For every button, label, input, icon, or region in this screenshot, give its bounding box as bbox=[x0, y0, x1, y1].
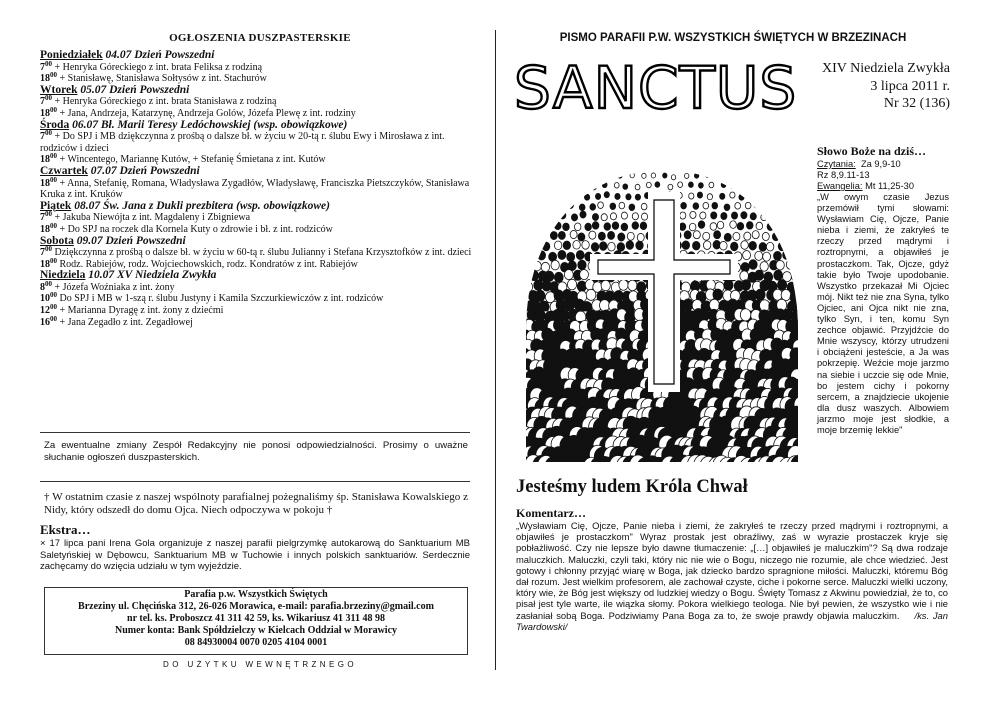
mass-hour: 18 bbox=[40, 258, 50, 270]
gospel-label: Ewangelia: bbox=[817, 181, 863, 191]
page-divider bbox=[495, 30, 496, 670]
mass-entry bbox=[40, 314, 480, 329]
mass-intention: Dziękczynna z prośbą o dalsze bł. w życiu w 60-tą r. ślubu Julianny i Stefana Krzysztofków z int. dzieci bbox=[52, 247, 472, 259]
gospel-ref: Mt 11,25-30 bbox=[865, 181, 915, 191]
mass-entry bbox=[40, 212, 480, 224]
day-heading bbox=[40, 236, 480, 248]
mass-hour: 10 bbox=[40, 293, 50, 305]
main-headline: Jesteśmy ludem Króla Chwał bbox=[516, 477, 748, 497]
readings-list bbox=[817, 159, 967, 192]
mass-hour: 18 bbox=[40, 154, 50, 166]
day-heading bbox=[40, 166, 480, 178]
day-name: Wtorek bbox=[40, 83, 78, 96]
divider-line bbox=[40, 481, 470, 482]
mass-minute: 00 bbox=[45, 210, 52, 219]
mass-intention: + Jakuba Niewójta z int. Magdaleny i Zbigniewa bbox=[52, 212, 251, 224]
mass-intention: + Do SPJ i MB dziękczynna z prośbą o dalsze bł. w życiu w 20-tą r. ślubu Ewy i Mirosława z int. rodziców i dzieci bbox=[40, 131, 445, 154]
funeral-notice: † W ostatnim czasie z naszej wspólnoty parafialnej pożegnaliśmy śp. Stanisława Kowalskiego z Nidy, który odszedł do domu Ojca. Niech odpoczywa w pokoju † bbox=[44, 491, 468, 516]
mass-hour: 7 bbox=[40, 212, 45, 224]
issue-number: Nr 32 (136) bbox=[883, 96, 950, 111]
day-name: Niedziela bbox=[40, 269, 86, 282]
word-of-god-title: Słowo Boże na dziś… bbox=[817, 144, 927, 158]
divider-line bbox=[40, 432, 470, 433]
mass-entry bbox=[40, 305, 480, 317]
mass-schedule bbox=[40, 50, 480, 328]
mass-minute: 00 bbox=[50, 256, 57, 265]
mass-entry bbox=[40, 59, 480, 74]
ekstra-heading: Ekstra… bbox=[40, 522, 91, 537]
day-name: Czwartek bbox=[40, 164, 88, 177]
mass-hour: 16 bbox=[40, 316, 50, 328]
day-name: Piątek bbox=[40, 199, 72, 212]
mass-entry bbox=[40, 279, 480, 294]
day-description: 06.07 Bł. Marii Teresy Ledóchowskiej (wsp. obowiązkowe) bbox=[72, 118, 348, 131]
ekstra-text: × 17 lipca pani Irena Gola organizuje z naszej parafii pielgrzymkę autokarową do Sanktuarium MB Saletyńskiej w Dębowcu, Sanktuarium MB w Tuchowie i innych polskich sanktuariów. Serdecznie zachęcamy do wzięcia udziału w tym wyjeździe. bbox=[40, 538, 470, 572]
day-description: 04.07 Dzień Powszedni bbox=[105, 49, 215, 61]
mass-intention: Rodz. Rabiejów, rodz. Wojciechowskich, rodz. Kondratów z int. Rabiejów bbox=[57, 258, 358, 270]
mass-hour: 18 bbox=[40, 177, 50, 189]
mass-minute: 00 bbox=[50, 221, 57, 230]
mass-entry bbox=[40, 96, 480, 108]
day-name: Poniedziałek bbox=[40, 49, 103, 61]
bank-name: Numer konta: Bank Spółdzielczy w Kielcach Oddział w Morawicy bbox=[114, 625, 398, 636]
mass-minute: 00 bbox=[50, 291, 57, 300]
readings-label: Czytania: bbox=[817, 159, 856, 169]
internal-use-label: DO UŻYTKU WEWNĘTRZNEGO bbox=[163, 660, 357, 669]
bulletin-title: PISMO PARAFII P.W. WSZYSTKICH ŚWIĘTYCH W BRZEZINACH bbox=[559, 32, 907, 44]
commentary-body: „Wysławiam Cię, Ojcze, Panie nieba i ziemi, że zakryłeś te rzeczy przed mądrymi i roztropnymi, a objawiłeś je prostaczkom" Wyraz prostak jest obraźliwy, zaś w wyrazie prostaczek kryje się pobłażliwość. Czy nie lepsze było dawne tłumaczenie: „[…] objawiłeś je maluczkim"? Są dwa rodzaje maluczkich. Maluczki, czyli taki, który nic nie wie o Bogu, niczego nie rozumie, ale chce wiedzieć. Jest gotowy i chłonny przyjąć wiarę w Boga, jak dziecko bardzo spragnione miłości. Maluczki, któremu Bóg dał rozum. Jest wielkim profesorem, ale zachował czyste, ciche i pokorne serce. Maluczki wielki uczony, który wie, że Bóg jest większy od ludzkiej wiedzy o Bogu. Święty Tomasz z Akwinu powiedział, że to, co pisał jest tyle warte, ile wiązka słomy. Pokora wielkiego teologa. Nie był pewien, że wszystko wie i nie zasłaniał sobą Boga. Podziwiamy Pana Boga za to, że swoje prawdy objawia maluczkim. bbox=[516, 520, 948, 621]
mass-hour: 7 bbox=[40, 96, 45, 108]
mass-minute: 00 bbox=[45, 279, 52, 288]
day-description: 07.07 Dzień Powszedni bbox=[90, 164, 200, 177]
parish-phones: nr tel. ks. Proboszcz 41 311 42 59, ks. Wikariusz 41 311 48 98 bbox=[127, 613, 385, 624]
day-description: 10.07 XV Niedziela Zwykła bbox=[88, 269, 217, 282]
mass-minute: 00 bbox=[50, 314, 57, 323]
sanctus-logo bbox=[510, 54, 798, 122]
crowd-cross-illustration bbox=[514, 162, 810, 468]
day-name: Sobota bbox=[40, 234, 74, 247]
mass-hour: 12 bbox=[40, 305, 50, 317]
day-heading bbox=[40, 85, 480, 97]
day-heading bbox=[40, 50, 480, 62]
mass-minute: 00 bbox=[45, 59, 52, 68]
day-heading bbox=[40, 201, 480, 213]
day-heading bbox=[40, 270, 480, 282]
day-name: Środa bbox=[40, 118, 70, 131]
commentary-text bbox=[516, 520, 948, 632]
mass-entry bbox=[40, 293, 480, 305]
mass-entry bbox=[40, 131, 480, 154]
announcements-title: OGŁOSZENIA DUSZPASTERSKIE bbox=[169, 32, 351, 44]
mass-hour: 7 bbox=[40, 247, 45, 259]
mass-hour: 18 bbox=[40, 107, 50, 119]
day-description: 08.07 Św. Jana z Dukli prezbitera (wsp. obowiązkowe) bbox=[74, 199, 330, 212]
mass-intention: + Annа, Stefanię, Romana, Władysława Zygadłów, Władysławę, Franciszka Pietszczyków, Stanisława Kruka z int. Kruków bbox=[40, 177, 470, 201]
mass-minute: 00 bbox=[45, 129, 52, 138]
mass-minute: 00 bbox=[45, 245, 52, 254]
mass-hour: 7 bbox=[40, 61, 45, 73]
mass-hour: 18 bbox=[40, 223, 50, 235]
issue-info bbox=[760, 60, 950, 113]
commentary-author: /ks. Jan Twardowski/ bbox=[516, 609, 948, 632]
issue-date: 3 lipca 2011 r. bbox=[870, 78, 950, 94]
mass-intention: + Wincentego, Mariannę Kutów, + Stefanię Śmietana z int. Kutów bbox=[57, 154, 326, 166]
mass-intention: + Jana Zegadło z int. Zegadłowej bbox=[57, 316, 193, 328]
mass-intention: + Józefa Woźniaka z int. żony bbox=[52, 281, 175, 293]
mass-hour: 18 bbox=[40, 73, 50, 85]
mass-minute: 00 bbox=[50, 175, 57, 184]
parish-name: Parafia p.w. Wszystkich Świętych bbox=[184, 589, 328, 600]
parish-contact-box bbox=[44, 587, 468, 655]
bank-account: 08 84930004 0070 0205 4104 0001 bbox=[184, 637, 328, 648]
editorial-notice: Za ewentualne zmiany Zespół Redakcyjny nie ponosi odpowiedzialności. Prosimy o uważne słuchanie ogłoszeń duszpasterskich. bbox=[44, 440, 468, 463]
mass-hour: 7 bbox=[40, 131, 45, 143]
mass-intention: + Stanisławę, Stanisława Sołtysów z int. Stachurów bbox=[57, 73, 267, 85]
gospel-text: „W owym czasie Jezus przemówił tymi słowami: Wysławiam Cię, Ojcze, Panie nieba i ziemi, że zakryłeś te rzeczy przed mądrymi i roztropnymi, a objawiłeś je prostaczkom. Tak, Ojcze, gdyż takie było Twoje upodobanie. Wszystko przekazał Mi Ojciec mój. Nikt też nie zna Syna, tylko Ojciec, ani Ojca nikt nie zna, tylko Syn, i ten, komu Syn zechce objawić. Przyjdźcie do Mnie wszyscy, którzy utrudzeni i obciążeni jesteście, a Ja was pokrzepię. Weźcie moje jarzmo na siebie i uczcie się ode Mnie, bo jestem cichy i pokorny sercem, a znajdziecie ukojenie dla dusz waszych. Albowiem jarzmo moje jest słodkie, a moje brzemię lekkie" bbox=[817, 192, 949, 435]
mass-hour: 8 bbox=[40, 281, 45, 293]
mass-minute: 00 bbox=[45, 94, 52, 103]
parish-address: Brzeziny ul. Chęcińska 312, 26-026 Morawica, e-mail: parafia.brzeziny@gmail.com bbox=[78, 601, 434, 612]
issue-sunday: XIV Niedziela Zwykła bbox=[821, 61, 950, 76]
mass-minute: 00 bbox=[50, 105, 57, 114]
mass-minute: 00 bbox=[50, 303, 57, 312]
day-description: 09.07 Dzień Powszedni bbox=[76, 234, 186, 247]
mass-minute: 00 bbox=[50, 152, 57, 161]
mass-intention: + Do SPJ na roczek dla Kornela Kuty o zdrowie i bł. z int. rodziców bbox=[57, 223, 333, 235]
mass-intention: + Jana, Andrzeja, Katarzynę, Andrzeja Golów, Józefa Plewę z int. rodziny bbox=[57, 107, 356, 119]
reading-2: Rz 8,9.11-13 bbox=[817, 170, 870, 180]
mass-entry bbox=[40, 175, 480, 201]
mass-minute: 00 bbox=[50, 71, 57, 80]
reading-1: Za 9,9-10 bbox=[860, 159, 901, 169]
day-heading bbox=[40, 120, 480, 132]
day-description: 05.07 Dzień Powszedni bbox=[80, 83, 190, 96]
sanctus-logo-text: SANCTUS bbox=[514, 54, 798, 122]
mass-intention: + Henryka Góreckiego z int. brata Feliksa z rodziną bbox=[52, 61, 263, 73]
mass-entry bbox=[40, 247, 480, 259]
mass-intention: + Henryka Góreckiego z int. brata Stanisława z rodziną bbox=[52, 96, 277, 108]
mass-intention: Do SPJ i MB w 1-szą r. ślubu Justyny i Kamila Szczurkiewiczów z int. rodziców bbox=[57, 293, 384, 305]
mass-intention: + Marianna Dyragę z int. żony z dziećmi bbox=[57, 305, 224, 317]
commentary-heading: Komentarz… bbox=[516, 506, 586, 520]
